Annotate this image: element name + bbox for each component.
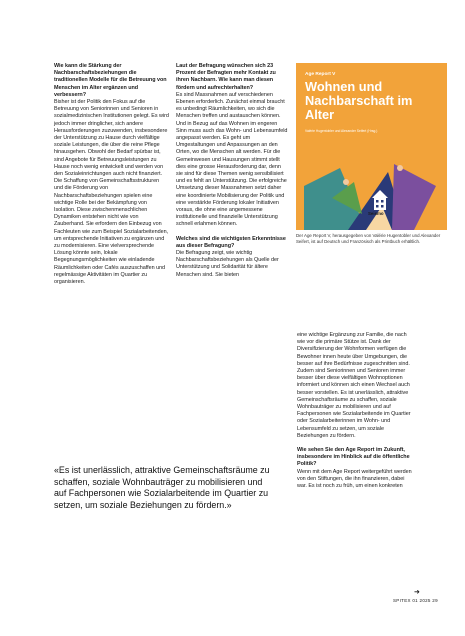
- interview-answer: Wenn mit dem Age Report weitergeführt werden von den Stiftungen, die ihn finanzieren, dabei war. Es ist noch zu früh, um einen konkreten: [297, 468, 412, 490]
- house-shape: [374, 198, 386, 210]
- interview-answer: Es sind Massnahmen auf verschiedenen Ebenen erforderlich. Zunächst einmal braucht es unbedingt Räumlichkeiten, wo sich die Menschen treffen und austauschen können. Und in Bezug auf das Wohnen im engeren Sinn muss auch das Wohn- und Lebensumfeld angepasst werden. Es geht um Umgestaltungen und Anpassungen an den Orten, wo die Menschen alt werden. Für die Gemeinwesen und Hausungen stimmt stellt dies eine grosse Herausforderung dar, denn sie sind für diese Themen wenig sensibilisiert und es fehlt an Unterstützung. Die erfolgreiche Umsetzung dieser Massnahmen setzt daher eine koordinierte Mobilisierung der Politik und eine verstärkte Förderung lokaler Initiativen voraus, die ohne eine angemessene institutionelle und finanzielle Unterstützung schnell erlahmen können.: [176, 91, 288, 228]
- interview-question: Laut der Befragung wünschen sich 23 Prozent der Befragten mehr Kontakt zu ihren Nachbarn. Wie kann man diesen fördern und aufrechterhalten?: [176, 63, 276, 91]
- interview-question: Wie sehen Sie den Age Report im Zukunft, insbesondere im Hinblick auf die öffentliche Politik?: [297, 447, 410, 468]
- publisher-logo: Seismo: [368, 211, 384, 216]
- book-title: Wohnen und Nachbarschaft im Alter: [305, 79, 413, 122]
- book-label: Age Report V: [305, 72, 336, 77]
- figure-head: [343, 179, 349, 185]
- interview-question: Welches sind die wichtigsten Erkenntnisse aus dieser Befragung?: [176, 235, 286, 249]
- book-cover: [296, 63, 447, 230]
- interview-answer: Die Befragung zeigt, wie wichtig Nachbarschaftsbeziehungen als Quelle der Unterstützung und Solidarität für ältere Menschen sind. Sie bieten: [176, 250, 279, 278]
- purple-shape: [392, 164, 436, 230]
- interview-answer: eine wichtige Ergänzung zur Familie, die nach wie vor die primäre Stütze ist. Dank der Diversifizierung der Wohnformen verfügen die Bewohner innen heute über Umgebungen, die besser auf ihre Bedürfnisse zugeschnitten sind. Zudem sind Seniorinnen und Senioren immer besser über diese vielfältigen Wohnoptionen informiert und können sich einen Wechsel auch besser vorstellen. Es ist unerlässlich, attraktive Gemeinschaftsräume zu schaffen, soziale Wohnbauträger zu mobilisieren und auf Fachpersonen wie Sozialarbeitende im Quartier oder Sozialarbeiterinnen im Wohn- und Lebensumfeld zu setzen, um soziale Beziehungen zu fördern.: [297, 332, 411, 439]
- column-1: [54, 63, 169, 286]
- book-editors: Valérie Hugentobler und Alexander Seifert (Hrsg.): [305, 129, 378, 133]
- page-folio: SPITEX 01 2025 29: [393, 598, 438, 603]
- interview-answer: Bisher ist der Politik den Fokus auf die Betreuung von Seniorinnen und Senioren in sozialmedizinischen Institutionen gelegt. Es wird jedoch immer dringlicher, sich andere Herausforderungen zuzuwenden, insbesondere der Unterstützung zu Hause durch vielfältige soziale Leistungen, die über die reine Pflege hinausgehen. Obwohl der Bedarf spürbar ist, sind Angebote für Betreuungsleistungen zu Hause noch wenig entwickelt und werden von den Sozialeinrichtungen auch nicht finanziert. Die Schaffung von Gemeinschaftsstrukturen und die Förderung von Nachbarschaftsbeziehungen spielen eine wichtige Rolle bei der Bekämpfung von Isolation. Diese zwischenmenschlichen Dynamiken entstehen nicht wie von Zauberhand. Sie erfordern den Einbezug von Fachleuten wie zum Beispiel Sozialarbeitenden, um entsprechende Initiativen zu ergänzen und zu modernisieren. Eine vielversprechende Lösung könnte sein, lokale Begegnungsmöglichkeiten wie einladende Räumlichkeiten oder Cafés auszuschaffen und regelmässige Aktivitäten im Quartier zu organisieren.: [54, 99, 169, 286]
- arrow-right-icon: ➜: [414, 589, 420, 596]
- book-caption: Der Age Report V, herausgegeben von Valérie Hugentobler und Alexander Seifert, ist auf Deutsch und Französisch als Printbuch erhältlich.: [296, 233, 441, 244]
- pull-quote: «Es ist unerlässlich, attraktive Gemeinschaftsräume zu schaffen, soziale Wohnbauträger zu mobilisieren und auf Fachpersonen wie Sozialarbeitende im Quartier zu setzen, um soziale Beziehungen zu fördern.»: [54, 465, 270, 511]
- figure-head: [397, 165, 403, 171]
- interview-question: Wie kann die Stärkung der Nachbarschaftsbeziehungen die traditionellen Modelle für die Betreuung von Menschen im Alter ergänzen und verbessern?: [54, 63, 167, 98]
- column-2: [176, 63, 289, 279]
- column-3: [297, 332, 415, 490]
